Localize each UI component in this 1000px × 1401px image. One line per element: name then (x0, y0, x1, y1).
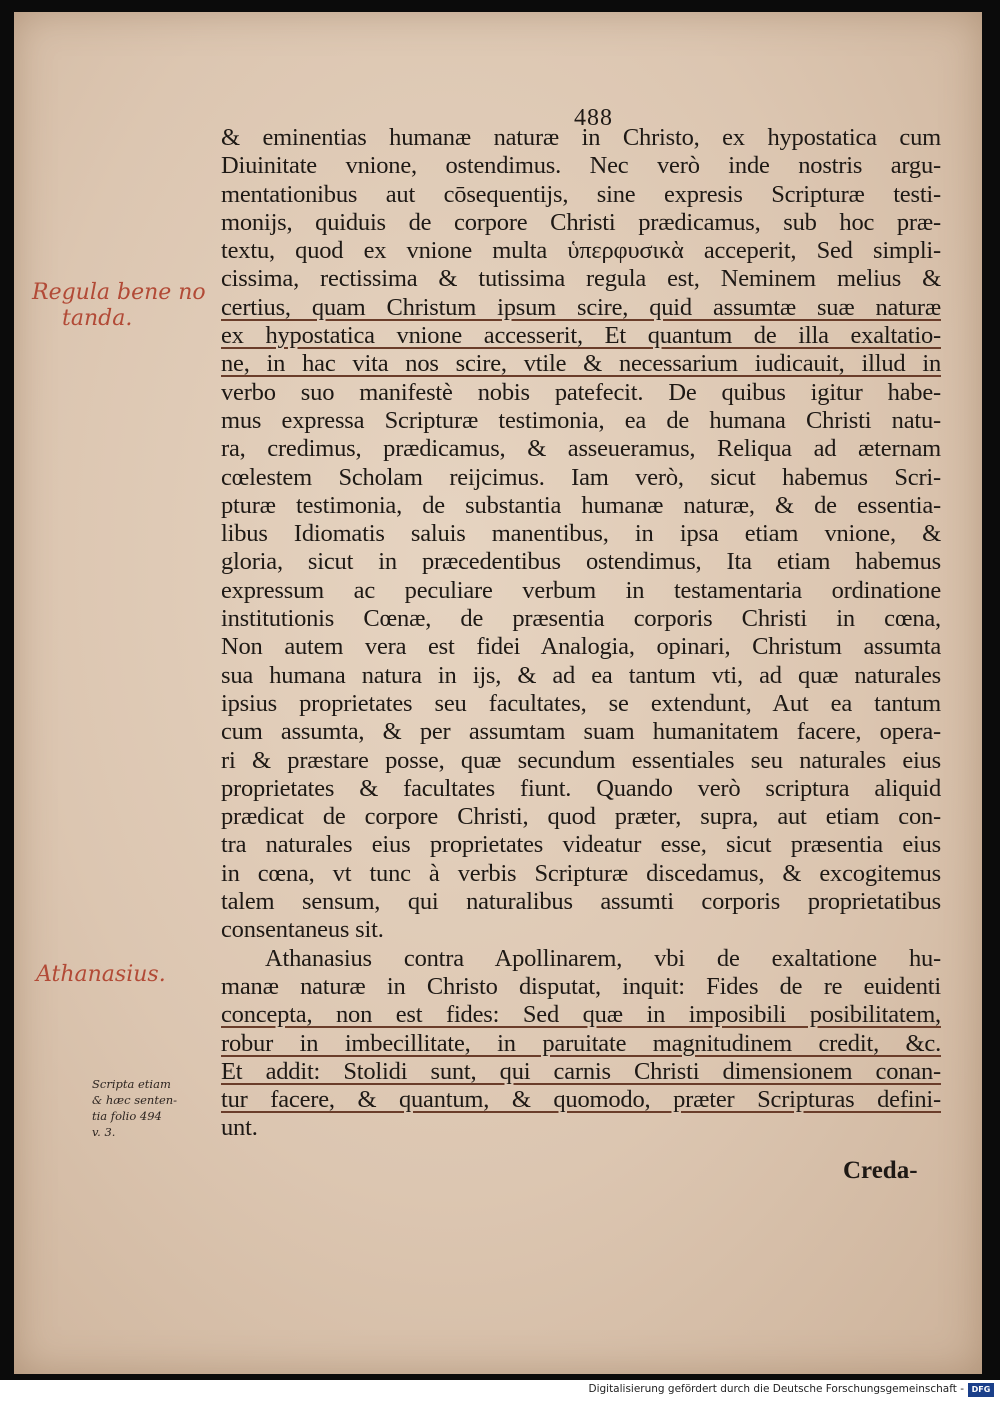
text-line: manæ naturæ in Christo disputat, inquit: Fides de re euidenti (221, 972, 941, 1000)
text-line: ra, credimus, prædicamus, & asseueramus, Reliqua ad æternam (221, 435, 941, 463)
text-line: & eminentias humanæ naturæ in Christo, ex hypostatica cum (221, 124, 941, 151)
text-line-underlined: certius, quam Christum ipsum scire, quid assumtæ suæ naturæ (221, 293, 941, 321)
text-line: proprietates & facultates fiunt. Quando verò scriptura aliquid (221, 774, 941, 802)
text-line: tra naturales eius proprietates videatur esse, sicut præsentia eius (221, 831, 941, 859)
margin-note-line: Regula bene no (32, 280, 206, 305)
margin-note-line: tia folio 494 (92, 1109, 162, 1123)
text-line: monijs, quiduis de corpore Christi prædicamus, sub hoc præ- (221, 208, 941, 236)
text-line-underlined: concepta, non est fides: Sed quæ in imposibili posibilitatem, (221, 1001, 941, 1029)
text-line: pturæ testimonia, de substantia humanæ naturæ, & de essentia- (221, 491, 941, 519)
text-line: prædicat de corpore Christi, quod præter, supra, aut etiam con- (221, 803, 941, 831)
margin-note-scripta (92, 1076, 177, 1140)
footer-bar (0, 1380, 1000, 1401)
margin-note-line: & hæc senten- (92, 1093, 178, 1107)
text-line: institutionis Cœnæ, de præsentia corporis Christi in cœna, (221, 605, 941, 633)
main-text-block (221, 124, 941, 1143)
text-line-underlined: tur facere, & quantum, & quomodo, præter Scripturas defini- (221, 1086, 941, 1114)
text-line: cum assumta, & per assumtam suam humanitatem facere, opera- (221, 718, 941, 746)
text-line: libus Idiomatis saluis manentibus, in ipsa etiam vnione, & (221, 520, 941, 548)
margin-note-line: Scripta etiam (92, 1077, 171, 1091)
dfg-logo[interactable]: DFG (968, 1383, 994, 1397)
text-line: sua humana natura in ijs, & ad ea tantum vti, ad quæ naturales (221, 661, 941, 689)
footer-credit: Digitalisierung gefördert durch die Deutsche Forschungsgemeinschaft - (588, 1383, 964, 1395)
text-line: Diuinitate vnione, ostendimus. Nec verò inde nostris argu- (221, 152, 941, 180)
text-line-underlined: ne, in hac vita nos scire, vtile & necessarium iudicauit, illud in (221, 350, 941, 378)
text-line: expressum ac peculiare verbum in testamentaria ordinatione (221, 576, 941, 604)
margin-note-athanasius: Athanasius. (36, 962, 166, 987)
margin-note-line: v. 3. (92, 1125, 116, 1139)
text-line: textu, quod ex vnione multa ὑπερφυσικὰ acceperit, Sed simpli- (221, 237, 941, 265)
text-line-underlined: ex hypostatica vnione accesserit, Et quantum de illa exaltatio- (221, 322, 941, 350)
text-line: Athanasius contra Apollinarem, vbi de exaltatione hu- (265, 944, 941, 972)
catchword: Creda- (843, 1157, 918, 1184)
text-line: Non autem vera est fidei Analogia, opinari, Christum assumta (221, 633, 941, 661)
text-line: unt. (221, 1114, 258, 1142)
margin-note-line: tanda. (62, 306, 133, 331)
text-line: in cœna, vt tunc à verbis Scripturæ discedamus, & excogitemus (221, 859, 941, 887)
text-line-underlined: Et addit: Stolidi sunt, qui carnis Christi dimensionem conan- (221, 1057, 941, 1085)
text-line: verbo suo manifestè nobis patefecit. De quibus igitur habe- (221, 378, 941, 406)
text-line: gloria, sicut in præcedentibus ostendimus, Ita etiam habemus (221, 548, 941, 576)
margin-note-regula (32, 280, 206, 332)
text-line: mus expressa Scripturæ testimonia, ea de humana Christi natu- (221, 406, 941, 434)
text-line-underlined: robur in imbecillitate, in paruitate magnitudinem credit, &c. (221, 1029, 941, 1057)
text-line: cissima, rectissima & tutissima regula est, Neminem melius & (221, 265, 941, 293)
text-line: ipsius proprietates seu facultates, se extendunt, Aut ea tantum (221, 689, 941, 717)
text-line: ri & præstare posse, quæ secundum essentiales seu naturales eius (221, 746, 941, 774)
text-line: mentationibus aut cōsequentijs, sine expresis Scripturæ testi- (221, 180, 941, 208)
text-line: talem sensum, qui naturalibus assumti corporis proprietatibus (221, 888, 941, 916)
page-number: 488 (574, 105, 613, 131)
text-line: consentaneus sit. (221, 916, 384, 944)
text-line: cœlestem Scholam reijcimus. Iam verò, sicut habemus Scri- (221, 463, 941, 491)
